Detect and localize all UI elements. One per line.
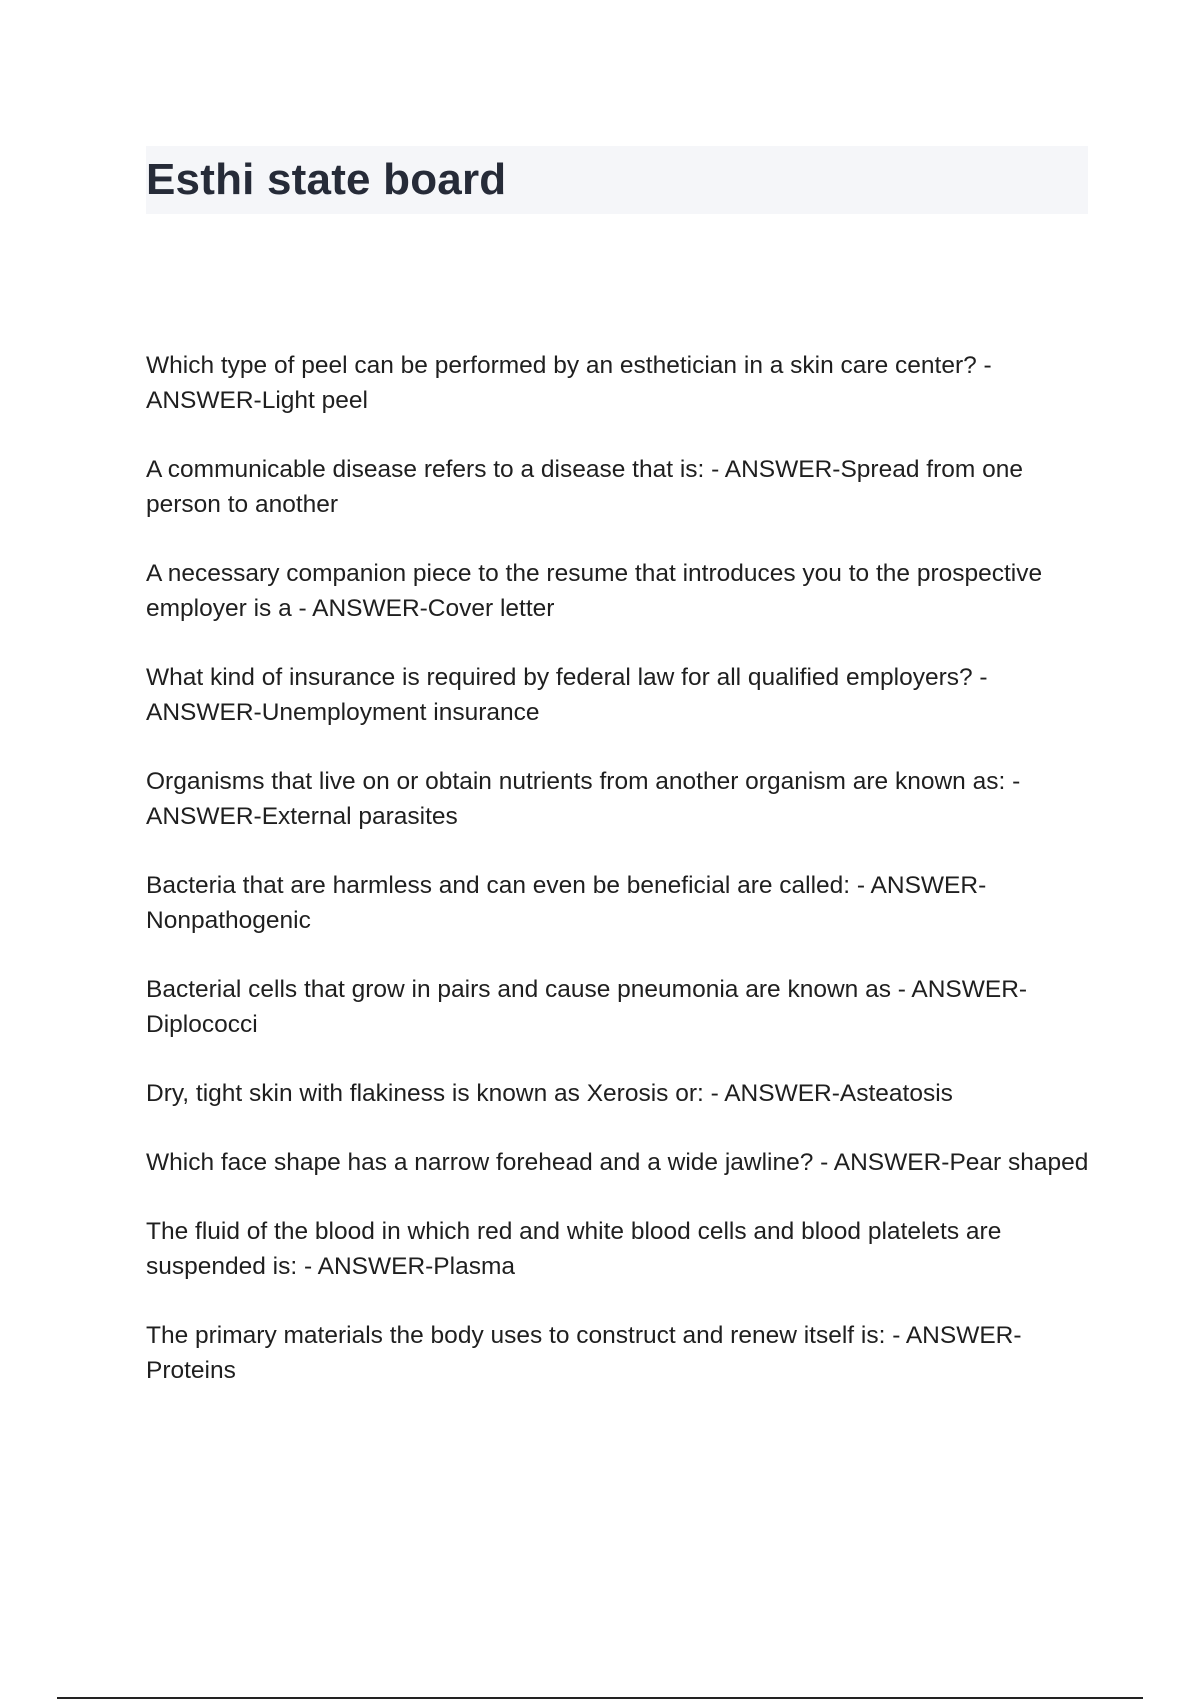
qa-item: Bacteria that are harmless and can even be beneficial are called: - ANSWER-Nonpathogenic xyxy=(146,872,987,934)
title-band xyxy=(146,146,1088,214)
qa-item: The primary materials the body uses to construct and renew itself is: - ANSWER-Proteins xyxy=(146,1322,1022,1384)
qa-item: Organisms that live on or obtain nutrients from another organism are known as: - ANSWER-External parasites xyxy=(146,768,1021,830)
qa-item: The fluid of the blood in which red and white blood cells and blood platelets are suspended is: - ANSWER-Plasma xyxy=(146,1218,1002,1280)
qa-item: What kind of insurance is required by federal law for all qualified employers? - ANSWER-Unemployment insurance xyxy=(146,664,988,726)
qa-item: A necessary companion piece to the resume that introduces you to the prospective employer is a - ANSWER-Cover letter xyxy=(146,560,1043,622)
qa-item: Bacterial cells that grow in pairs and cause pneumonia are known as - ANSWER-Diplococci xyxy=(146,976,1028,1038)
qa-item: Which type of peel can be performed by an esthetician in a skin care center? - ANSWER-Light peel xyxy=(146,352,992,414)
qa-list xyxy=(146,348,1096,1422)
qa-item: Dry, tight skin with flakiness is known as Xerosis or: - ANSWER-Asteatosis xyxy=(146,1080,953,1107)
footer-rule xyxy=(57,1697,1143,1699)
qa-item: A communicable disease refers to a disease that is: - ANSWER-Spread from one person to another xyxy=(146,456,1023,518)
qa-item: Which face shape has a narrow forehead and a wide jawline? - ANSWER-Pear shaped xyxy=(146,1149,1089,1176)
document-title: Esthi state board xyxy=(146,155,507,204)
